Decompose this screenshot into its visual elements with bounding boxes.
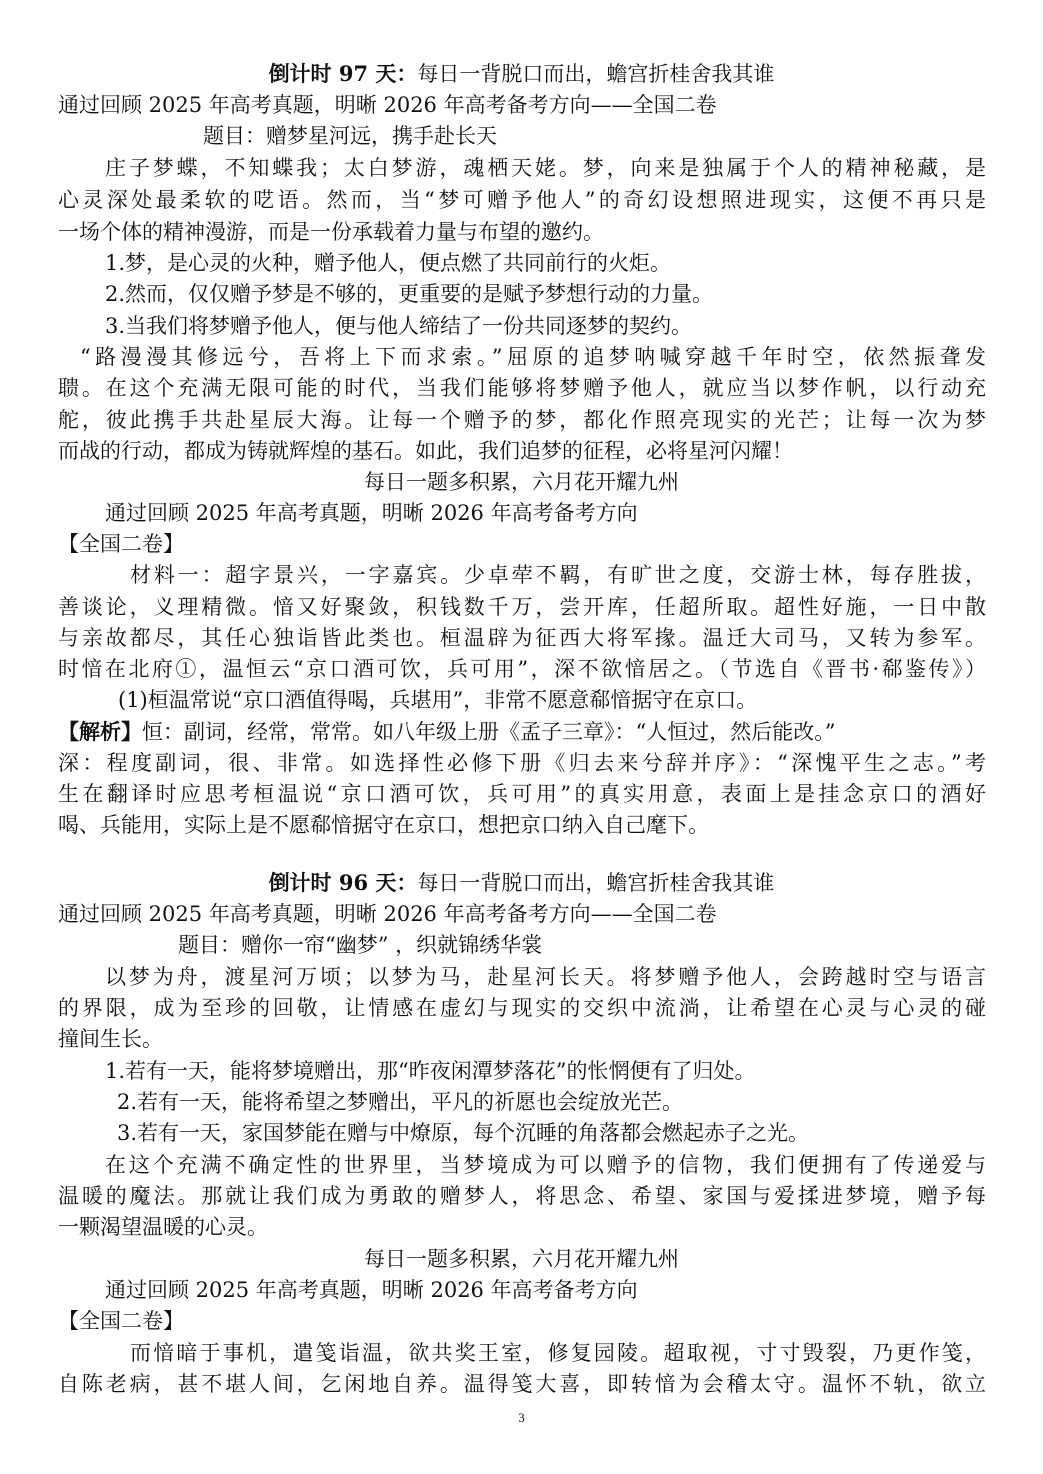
- material-line: 时愔在北府①，温恒云“京口酒可饮，兵可用”，深不欲愔居之。（节选自《晋书·郗鉴传》）: [58, 657, 986, 681]
- translation-question: (1)桓温常说“京口酒值得喝，兵堪用”，非常不愿意郗愔据守在京口。: [118, 688, 758, 712]
- countdown-heading-96: [0, 867, 1043, 899]
- point-item: 1.若有一天，能将梦境赠出，那“昨夜闲潭梦落花”的怅惘便有了归处。: [105, 1059, 756, 1083]
- daily-subtitle: 通过回顾 2025 年高考真题，明晰 2026 年高考备考方向: [105, 1278, 638, 1302]
- section-subtitle: 通过回顾 2025 年高考真题，明晰 2026 年高考备考方向——全国二卷: [58, 93, 717, 117]
- conclusion-line: 在这个充满不确定性的世界里，当梦境成为可以赠予的信物，我们便拥有了传递爱与: [105, 1153, 986, 1177]
- heading-motto: 每日一背脱口而出，蟾宫折桂舍我其谁: [417, 62, 775, 86]
- daily-title: 每日一题多积累，六月花开耀九州: [364, 1247, 679, 1271]
- intro-line: 撞间生长。: [58, 1027, 163, 1051]
- exam-tag: 【全国二卷】: [58, 532, 184, 556]
- intro-line: 一场个体的精神漫游，而是一份承载着力量与布望的邀约。: [58, 220, 604, 244]
- conclusion-line: 舵，彼此携手共赴星辰大海。让每一个赠予的梦，都化作照亮现实的光芒；让每一次为梦: [58, 408, 986, 432]
- conclusion-line: 一颗渴望温暖的心灵。: [58, 1215, 268, 1239]
- conclusion-line: 温暖的魔法。那就让我们成为勇敢的赠梦人，将思念、希望、家国与爱揉进梦境，赠予每: [58, 1184, 986, 1208]
- analysis-first-line: [58, 716, 986, 748]
- page-number: 3: [518, 1410, 525, 1425]
- material-line: 材料一：超字景兴，一字嘉宾。少卓荦不羁，有旷世之度，交游士林，每存胜拔，: [130, 563, 986, 587]
- essay-topic: 题目：赠你一帘“幽梦” ，织就锦绣华裳: [178, 933, 543, 957]
- intro-line: 庄子梦蝶，不知蝶我；太白梦游，魂栖天姥。梦，向来是独属于个人的精神秘藏，是: [105, 156, 986, 180]
- conclusion-line: 而战的行动，都成为铸就辉煌的基石。如此，我们追梦的征程，必将星河闪耀！: [58, 439, 793, 463]
- point-item: 3.若有一天，家国梦能在赠与中燎原，每个沉睡的角落都会燃起赤子之光。: [117, 1121, 810, 1145]
- material-line: 与亲故都尽，其任心独诣皆此类也。桓温辟为征西大将军掾。温迁大司马，又转为参军。: [58, 626, 986, 650]
- material-line: 而愔暗于事机，遣笺诣温，欲共奖王室，修复园陵。超取视，寸寸毁裂，乃更作笺，: [130, 1341, 986, 1365]
- analysis-line: 喝、兵能用，实际上是不愿郗愔据守在京口，想把京口纳入自己麾下。: [58, 813, 709, 837]
- countdown-label: 倒计时 96 天：: [268, 870, 418, 895]
- heading-motto: 每日一背脱口而出，蟾宫折桂舍我其谁: [417, 871, 775, 895]
- point-item: 1.梦，是心灵的火种，赠予他人，便点燃了共同前行的火炬。: [105, 251, 672, 275]
- essay-topic: 题目：赠梦星河远，携手赴长天: [203, 124, 497, 148]
- analysis-text: 恒：副词，经常，常常。如八年级上册《孟子三章》：“人恒过，然后能改。”: [142, 720, 836, 744]
- daily-title: 每日一题多积累，六月花开耀九州: [364, 470, 679, 494]
- exam-tag: 【全国二卷】: [58, 1309, 184, 1333]
- intro-line: 的界限，成为至珍的回敬，让情感在虚幻与现实的交织中流淌，让希望在心灵与心灵的碰: [58, 996, 986, 1020]
- conclusion-line: 聩。在这个充满无限可能的时代，当我们能够将梦赠予他人，就应当以梦作帆，以行动充: [58, 376, 986, 400]
- analysis-line: 生在翻译时应思考桓温说“京口酒可饮，兵可用”的真实用意，表面上是挂念京口的酒好: [58, 782, 986, 806]
- analysis-tag: 【解析】: [58, 719, 142, 744]
- point-item: 3.当我们将梦赠予他人，便与他人缔结了一份共同逐梦的契约。: [105, 314, 693, 338]
- section-subtitle: 通过回顾 2025 年高考真题，明晰 2026 年高考备考方向——全国二卷: [58, 902, 717, 926]
- conclusion-line: “路漫漫其修远兮，吾将上下而求索。”屈原的追梦呐喊穿越千年时空，依然振聋发: [80, 345, 986, 369]
- countdown-label: 倒计时 97 天：: [268, 61, 418, 86]
- countdown-heading-97: [0, 58, 1043, 90]
- material-line: 善谈论，义理精微。愔又好聚敛，积钱数千万，尝开库，任超所取。超性好施，一日中散: [58, 595, 986, 619]
- point-item: 2.若有一天，能将希望之梦赠出，平凡的祈愿也会绽放光芒。: [117, 1090, 684, 1114]
- analysis-line: 深：程度副词，很、非常。如选择性必修下册《归去来兮辞并序》：“深愧平生之志。”考: [58, 751, 986, 775]
- daily-subtitle: 通过回顾 2025 年高考真题，明晰 2026 年高考备考方向: [105, 501, 638, 525]
- point-item: 2.然而，仅仅赠予梦是不够的，更重要的是赋予梦想行动的力量。: [105, 282, 714, 306]
- intro-line: 以梦为舟，渡星河万顷；以梦为马，赴星河长天。将梦赠予他人，会跨越时空与语言: [105, 965, 986, 989]
- intro-line: 心灵深处最柔软的呓语。然而，当“梦可赠予他人”的奇幻设想照进现实，这便不再只是: [58, 188, 986, 212]
- material-line: 自陈老病，甚不堪人间，乞闲地自养。温得笺大喜，即转愔为会稽太守。温怀不轨，欲立: [58, 1372, 986, 1396]
